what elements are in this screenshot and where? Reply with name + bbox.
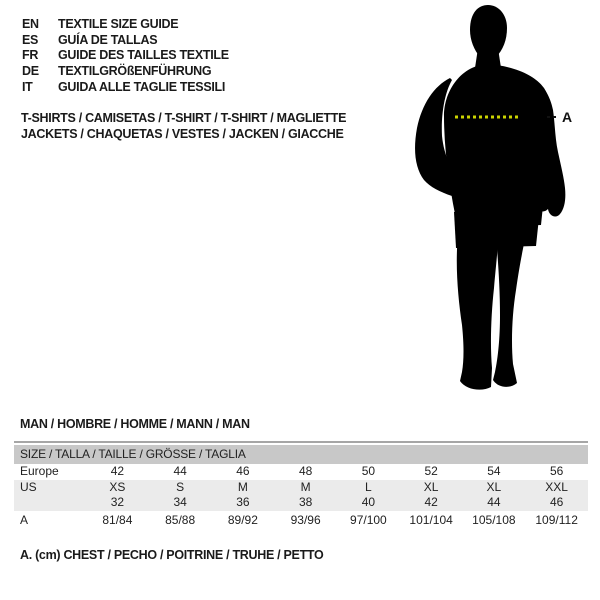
size-value: M bbox=[237, 479, 248, 494]
language-row bbox=[22, 33, 229, 49]
language-code: IT bbox=[22, 79, 33, 94]
row-label bbox=[14, 495, 86, 511]
size-value: 48 bbox=[298, 464, 313, 478]
language-title: TEXTILGRÖßENFÜHRUNG bbox=[58, 64, 212, 79]
row-label: US bbox=[20, 479, 37, 494]
language-title-list bbox=[22, 17, 229, 95]
man-silhouette-figure bbox=[400, 0, 590, 400]
language-code: DE bbox=[22, 64, 39, 79]
size-value: 50 bbox=[361, 464, 376, 478]
size-value: XL bbox=[423, 479, 439, 494]
table-row-inches bbox=[14, 495, 588, 511]
row-label: Europe bbox=[20, 464, 59, 478]
language-title: GUIDE DES TAILLES TEXTILE bbox=[58, 48, 229, 63]
size-value: 44 bbox=[173, 464, 187, 478]
size-value: 34 bbox=[173, 495, 187, 509]
man-silhouette bbox=[415, 5, 565, 390]
language-row bbox=[22, 64, 229, 80]
size-value: 32 bbox=[110, 495, 125, 509]
language-title: TEXTILE SIZE GUIDE bbox=[58, 17, 179, 31]
row-label: A bbox=[20, 512, 29, 527]
language-row bbox=[22, 48, 229, 64]
table-row-chest-a bbox=[14, 511, 588, 529]
size-value: 46 bbox=[236, 464, 250, 478]
size-value: 101/104 bbox=[409, 512, 453, 527]
chest-measurement-footnote: A. (cm) CHEST / PECHO / POITRINE / TRUHE / PETTO bbox=[20, 548, 324, 562]
size-value: 85/88 bbox=[165, 512, 196, 527]
table-row-europe bbox=[14, 464, 588, 480]
size-value: 42 bbox=[110, 464, 125, 478]
size-table bbox=[14, 441, 588, 529]
size-value: 42 bbox=[424, 495, 438, 509]
language-code: EN bbox=[22, 17, 39, 31]
language-row bbox=[22, 80, 229, 96]
size-value: 105/108 bbox=[472, 512, 516, 527]
language-row bbox=[22, 17, 229, 33]
measurement-label-a: A bbox=[562, 109, 573, 125]
size-value: 109/112 bbox=[535, 512, 578, 527]
garment-type-block bbox=[21, 111, 346, 142]
table-header-row: SIZE / TALLA / TAILLE / GRÖSSE / TAGLIA bbox=[14, 445, 588, 464]
size-value: 89/92 bbox=[227, 512, 258, 527]
size-value: 46 bbox=[549, 495, 564, 509]
size-value: 81/84 bbox=[102, 512, 133, 527]
size-value: XXL bbox=[545, 479, 568, 494]
table-top-rule bbox=[14, 441, 588, 443]
size-value: S bbox=[176, 479, 185, 494]
language-code: ES bbox=[22, 32, 39, 47]
size-value: M bbox=[300, 479, 311, 494]
size-value: 54 bbox=[487, 464, 501, 478]
language-code: FR bbox=[22, 48, 39, 63]
size-value: 44 bbox=[487, 495, 501, 509]
size-value: 93/96 bbox=[290, 512, 321, 527]
size-value: 38 bbox=[298, 495, 313, 509]
size-value: XS bbox=[109, 479, 126, 494]
size-value: 40 bbox=[361, 495, 376, 509]
garment-line-jackets: JACKETS / CHAQUETAS / VESTES / JACKEN / GIACCHE bbox=[21, 126, 344, 141]
size-value: 56 bbox=[549, 464, 564, 478]
size-value: L bbox=[365, 479, 372, 494]
section-title-man: MAN / HOMBRE / HOMME / MANN / MAN bbox=[20, 417, 250, 431]
size-value: XL bbox=[486, 479, 502, 494]
size-value: 52 bbox=[424, 464, 438, 478]
size-value: 97/100 bbox=[350, 512, 387, 527]
table-row-us bbox=[14, 480, 588, 496]
garment-line-tshirts: T-SHIRTS / CAMISETAS / T-SHIRT / T-SHIRT / MAGLIETTE bbox=[21, 111, 347, 125]
language-title: GUIDA ALLE TAGLIE TESSILI bbox=[58, 79, 226, 94]
language-title: GUÍA DE TALLAS bbox=[58, 32, 158, 47]
size-value: 36 bbox=[236, 495, 250, 509]
